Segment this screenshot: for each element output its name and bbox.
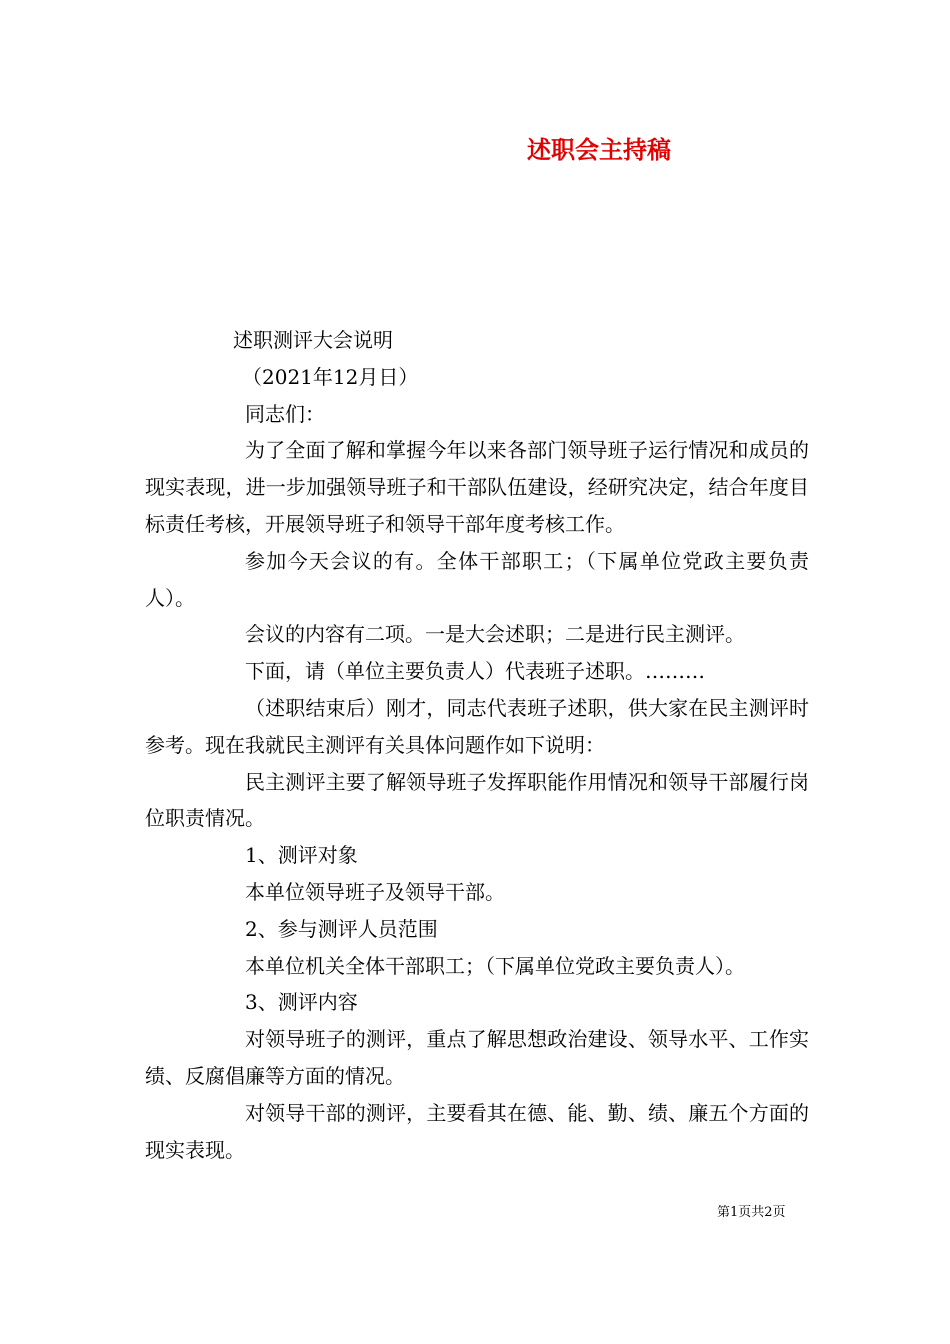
- page-number: 第1页共2页: [717, 1205, 786, 1220]
- salutation: 同志们：: [245, 401, 325, 426]
- list-heading: 1、测评对象: [245, 843, 358, 868]
- paragraph: （述职结束后）刚才，同志代表班子述职，供大家在民主测评时参考。现在我就民主测评有关具体问题作如下说明：: [145, 695, 809, 757]
- list-heading: 3、测评内容: [245, 990, 358, 1015]
- document-body: [145, 322, 809, 1168]
- paragraph: 本单位领导班子及领导干部。: [245, 879, 505, 904]
- paragraph: 参加今天会议的有。全体干部职工；（下属单位党政主要负责人）。: [145, 548, 809, 610]
- document-title: 述职会主持稿: [527, 135, 671, 164]
- paragraph: 民主测评主要了解领导班子发挥职能作用情况和领导干部履行岗位职责情况。: [145, 769, 809, 831]
- paragraph: 为了全面了解和掌握今年以来各部门领导班子运行情况和成员的现实表现，进一步加强领导班子和干部队伍建设，经研究决定，结合年度目标责任考核，开展领导班子和领导干部年度考核工作。: [145, 438, 809, 536]
- paragraph: 下面，请（单位主要负责人）代表班子述职。………: [245, 659, 705, 684]
- paragraph: 会议的内容有二项。一是大会述职；二是进行民主测评。: [245, 622, 745, 647]
- paragraph: 对领导班子的测评，重点了解思想政治建设、领导水平、工作实绩、反腐倡廉等方面的情况。: [145, 1027, 809, 1088]
- paragraph: 对领导干部的测评，主要看其在德、能、勤、绩、廉五个方面的现实表现。: [145, 1100, 809, 1162]
- list-heading: 2、参与测评人员范围: [245, 916, 438, 941]
- meeting-date: （2021年12月日）: [242, 364, 419, 389]
- paragraph: 本单位机关全体干部职工；（下属单位党政主要负责人）。: [245, 953, 745, 978]
- section-heading: 述职测评大会说明: [233, 328, 393, 352]
